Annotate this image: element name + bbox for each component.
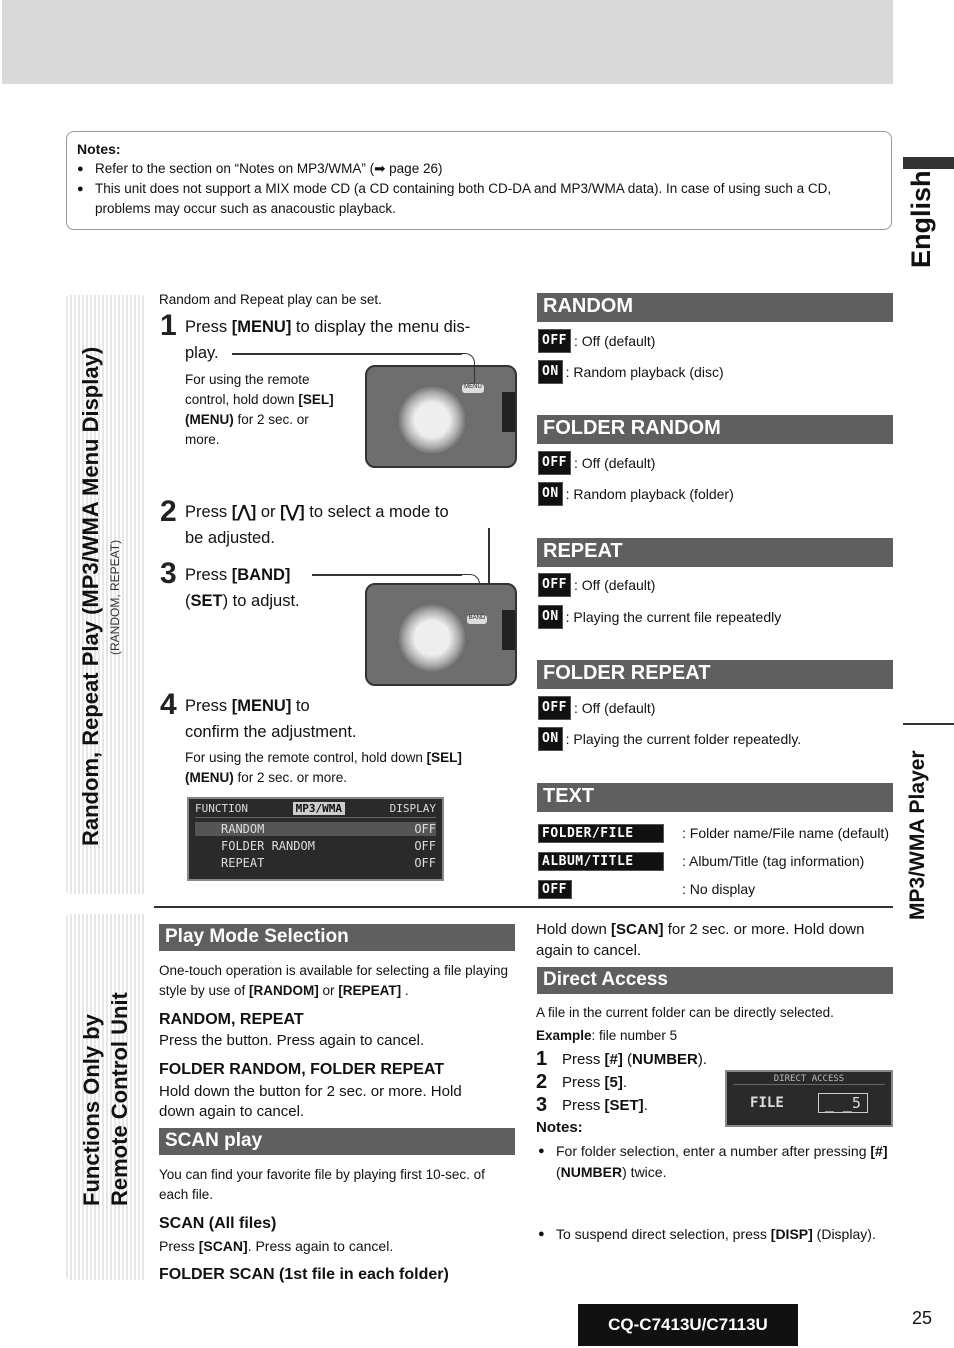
mode-header-random: RANDOM bbox=[537, 293, 893, 322]
text-option: ALBUM/TITLE : Album/Title (tag information) bbox=[538, 847, 893, 875]
screen-title: DIRECT ACCESS bbox=[733, 1074, 885, 1085]
notes-box bbox=[66, 131, 892, 230]
section-subtitle: (RANDOM, REPEAT) bbox=[108, 539, 122, 655]
off-tag: OFF bbox=[538, 696, 571, 720]
side-tab-english: English bbox=[906, 170, 936, 268]
direct-step: 2 Press [5]. bbox=[536, 1071, 628, 1093]
header-band bbox=[2, 0, 893, 84]
menu-header-right: DISPLAY bbox=[389, 802, 436, 815]
menu-screen bbox=[187, 797, 444, 881]
device-display bbox=[502, 610, 516, 650]
mode-option: ON : Random playback (folder) bbox=[538, 482, 734, 506]
direct-step: 1 Press [#] (NUMBER). bbox=[536, 1048, 708, 1070]
menu-button: MENU bbox=[462, 384, 484, 393]
body-text: Hold down [SCAN] for 2 sec. or more. Hold down again to cancel. bbox=[536, 921, 865, 959]
step-text: Press [MENU] to confirm the adjustment. bbox=[185, 697, 357, 741]
notes-title: Notes: bbox=[536, 1119, 583, 1136]
play-mode-intro: One-touch operation is available for selecting a file playing style by use of [RANDOM] or [REPEAT] . bbox=[159, 963, 508, 998]
mode-header-repeat: REPEAT bbox=[537, 538, 893, 567]
menu-row: RANDOM OFF bbox=[195, 822, 436, 836]
mode-option: ON : Playing the current file repeatedly bbox=[538, 605, 781, 629]
side-tab-mp3: MP3/WMA Player bbox=[906, 750, 929, 920]
mode-option: OFF : Off (default) bbox=[538, 573, 655, 597]
subheading: RANDOM, REPEAT bbox=[159, 1011, 304, 1028]
subheading: FOLDER RANDOM, FOLDER REPEAT bbox=[159, 1061, 445, 1078]
mode-option: OFF : Off (default) bbox=[538, 696, 655, 720]
mode-option: OFF : Off (default) bbox=[538, 329, 655, 353]
band-button: BAND bbox=[467, 615, 487, 624]
step-text: Press [BAND] (SET) to adjust. bbox=[185, 566, 300, 610]
note-item: ● Refer to the section on “Notes on MP3/WMA” (➡ page 26) bbox=[77, 159, 881, 179]
direct-intro: A file in the current folder can be directly selected. bbox=[536, 1005, 834, 1020]
scan-header: SCAN play bbox=[159, 1128, 515, 1155]
subheading: SCAN (All files) bbox=[159, 1215, 277, 1232]
section-divider bbox=[154, 906, 893, 908]
side-divider bbox=[903, 723, 954, 725]
play-mode-header: Play Mode Selection bbox=[159, 924, 515, 951]
off-tag: OFF bbox=[538, 573, 571, 597]
direct-example: Example: file number 5 bbox=[536, 1028, 678, 1043]
off-tag: OFF bbox=[538, 451, 571, 475]
device-illustration bbox=[365, 365, 517, 468]
side-tab-marker bbox=[903, 157, 954, 169]
direct-step: 3 Press [SET]. bbox=[536, 1094, 648, 1116]
callout-line bbox=[312, 574, 462, 576]
step-number: 2 bbox=[160, 495, 177, 528]
on-tag: ON bbox=[538, 360, 563, 384]
page-number: 25 bbox=[912, 1308, 933, 1328]
mode-header-folder-random: FOLDER RANDOM bbox=[537, 415, 893, 444]
step-number: 4 bbox=[160, 688, 177, 721]
remote-note: For using the remote control, hold down [SEL] (MENU) for 2 sec. or more. bbox=[185, 372, 334, 447]
direct-access-screen bbox=[725, 1070, 893, 1127]
on-tag: ON bbox=[538, 727, 563, 751]
callout-line bbox=[460, 353, 475, 383]
off-tag: OFF bbox=[538, 329, 571, 353]
note-item: ● To suspend direct selection, press [DISP] (Display). bbox=[538, 1224, 893, 1245]
mode-option: ON : Playing the current folder repeatedly. bbox=[538, 727, 801, 751]
mode-header-folder-repeat: FOLDER REPEAT bbox=[537, 660, 893, 689]
model-number: CQ-C7413U/C7113U bbox=[578, 1304, 798, 1346]
body-text: Press the button. Press again to cancel. bbox=[159, 1032, 425, 1049]
mode-option: ON : Random playback (disc) bbox=[538, 360, 724, 384]
mode-option: OFF : Off (default) bbox=[538, 451, 655, 475]
intro-text: Random and Repeat play can be set. bbox=[159, 292, 382, 307]
body-text: Press [SCAN]. Press again to cancel. bbox=[159, 1238, 394, 1254]
on-tag: ON bbox=[538, 482, 563, 506]
section-title: Functions Only by Remote Control Unit bbox=[79, 992, 132, 1206]
menu-header-mid: MP3/WMA bbox=[293, 802, 345, 815]
on-tag: ON bbox=[538, 605, 563, 629]
text-option: OFF : No display bbox=[538, 875, 893, 903]
step-text: Press [MENU] to display the menu dis- play. bbox=[185, 318, 471, 362]
menu-row: FOLDER RANDOM OFF bbox=[221, 839, 436, 853]
device-illustration bbox=[365, 583, 517, 686]
screen-label: FILE bbox=[750, 1095, 784, 1111]
section-title: Random, Repeat Play (MP3/WMA Menu Display) bbox=[78, 346, 103, 846]
note-item: ● This unit does not support a MIX mode CD (a CD containing both CD-DA and MP3/WMA data). In case of using such a CD, problems may occur such as anacoustic playback. bbox=[77, 179, 881, 219]
device-display bbox=[502, 392, 516, 432]
text-options bbox=[538, 819, 893, 903]
screen-value: _ _5 bbox=[818, 1093, 868, 1113]
step-number: 3 bbox=[160, 557, 177, 590]
remote-note: For using the remote control, hold down [SEL] (MENU) for 2 sec. or more. bbox=[185, 750, 462, 785]
body-text: Hold down the button for 2 sec. or more. Hold down again to cancel. bbox=[159, 1083, 462, 1120]
mode-header-text: TEXT bbox=[537, 783, 893, 812]
step-number: 1 bbox=[160, 309, 177, 342]
direct-access-header: Direct Access bbox=[537, 967, 893, 994]
callout-line bbox=[232, 353, 462, 355]
scan-intro: You can find your favorite file by playing first 10-sec. of each file. bbox=[159, 1167, 485, 1202]
text-option: FOLDER/FILE : Folder name/File name (default) bbox=[538, 819, 893, 847]
direct-steps bbox=[536, 1048, 721, 1117]
subheading: FOLDER SCAN (1st file in each folder) bbox=[159, 1266, 449, 1283]
note-item: ● For folder selection, enter a number after pressing [#] (NUMBER) twice. bbox=[538, 1141, 893, 1183]
notes-title: Notes: bbox=[77, 141, 121, 157]
volume-knob-icon bbox=[397, 603, 467, 673]
step-text: Press [⋀] or [⋁] to select a mode to be adjusted. bbox=[185, 503, 449, 547]
menu-header-left: FUNCTION bbox=[195, 802, 248, 815]
volume-knob-icon bbox=[397, 385, 467, 455]
menu-row: REPEAT OFF bbox=[221, 856, 436, 870]
